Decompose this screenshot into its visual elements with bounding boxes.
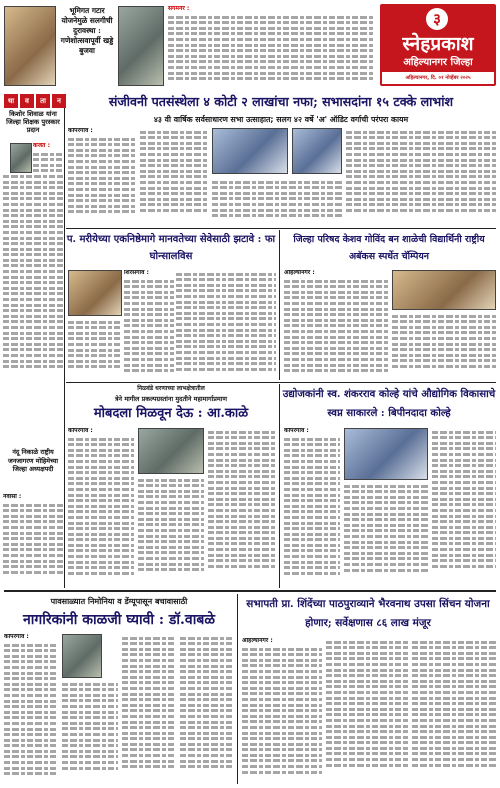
left-column-body — [3, 143, 63, 443]
logo-section: अहिल्यानगर जिल्हा — [403, 57, 473, 68]
masthead-date: अहिल्यानगर, दि. ०१ नोव्हेंबर २०२५ — [382, 72, 494, 84]
main-story-col-1: कोपरगाव : — [68, 128, 136, 224]
main-story-bottom-rule — [66, 228, 496, 229]
article-5-photo — [344, 428, 428, 480]
article-7-8-divider — [237, 594, 238, 784]
masthead-logo — [380, 4, 496, 86]
masthead-kicker: संगमनेर : — [168, 6, 190, 12]
article-5-headline: उद्योजकांनी स्व. शंकरराव कोल्हे यांचे औद्योगिक विकासाचे स्वप्न साकारले : बिपीनदादा कोल्हे — [282, 388, 496, 419]
article-8-col-3 — [412, 638, 496, 784]
article-7-kicker: कोपरगाव : — [4, 634, 29, 640]
article-2-3-divider — [279, 230, 280, 380]
article-4-kicker: कोपरगाव : — [68, 428, 93, 434]
article-7-col-2 — [62, 680, 118, 784]
article-2-col-3 — [176, 270, 226, 380]
red-tab-3: न — [52, 94, 66, 108]
main-story-col-2 — [140, 128, 208, 224]
article-5-col-1 — [284, 428, 340, 584]
left-column-title: किशोर शिवाळ यांना जिल्हा शिक्षक पुरस्कार प्रदान — [6, 110, 60, 134]
main-subheadline: ४३ वी वार्षिक सर्वसाधारण सभा उत्साहात; सलग ४२ वर्षे 'अ' ऑडिट वर्गाची परंपरा कायम — [153, 115, 409, 124]
main-story-photo — [212, 128, 288, 174]
red-tabs — [4, 94, 66, 108]
red-tab-2: ता — [36, 94, 50, 108]
article-8-col-2 — [326, 638, 408, 784]
main-story-col-3 — [212, 178, 342, 224]
article-4-col-3 — [208, 428, 276, 584]
article-3-headline: जिल्हा परिषद केशव गोविंद बन शाळेची विद्यार्थिनी राष्ट्रीय अबॅकस स्पर्धेत चॅम्पियन — [293, 234, 485, 262]
article-6-kicker: नेवासा : — [3, 494, 22, 500]
logo-number: ३ — [433, 10, 441, 28]
article-4-col-1 — [68, 428, 134, 584]
article-2-kicker: शिरसगाव : — [124, 270, 149, 276]
left-column-kicker: कर्जत : — [33, 143, 50, 149]
article-7-col-4 — [180, 634, 234, 784]
article-3-col-2 — [392, 312, 496, 380]
article-3-kicker: अहिल्यानगर : — [284, 270, 315, 276]
masthead-left-headline: भूमिगत गटार योजनेमुळे सलगीची दुरावस्था : गणेशोत्सवापूर्वी खड्डे बुजवा — [60, 6, 114, 55]
masthead-left-photo — [4, 6, 56, 86]
main-story-photo-2 — [292, 128, 342, 174]
article-8-kicker: अहिल्यानगर : — [242, 638, 273, 644]
article-2-col-4 — [228, 270, 276, 380]
article-6-title: नंदू निकाळे राष्ट्रीय जनजागरण मोहिमेच्या जिल्हा अध्यक्षपदी — [8, 448, 58, 474]
masthead-center-text — [168, 6, 374, 86]
article-3-photo — [392, 270, 496, 310]
article-8-headline: सभापती प्रा. शिंदेंच्या पाठपुराव्याने भैरवनाथ उपसा सिंचन योजना होणार; सर्वेक्षणास ८६ लाख मंजूर — [246, 598, 490, 629]
article-4-kicker-line: निळ्वंडे धरणाच्या लाभक्षेत्रातील — [137, 385, 205, 392]
masthead-center-photo — [118, 6, 164, 86]
red-tab-0: धा — [4, 94, 18, 108]
article-5-col-3 — [432, 428, 496, 584]
article-2-col-2 — [68, 318, 122, 380]
logo-name: स्नेहप्रकाश — [402, 33, 474, 55]
article-4-photo — [138, 428, 204, 474]
row-2-bottom-rule — [66, 382, 496, 383]
article-2-photo — [68, 270, 122, 316]
article-2-col-1 — [124, 270, 174, 380]
main-story-col-4 — [346, 128, 496, 224]
article-4-5-divider — [279, 384, 280, 588]
article-5-col-2 — [344, 482, 428, 584]
masthead — [0, 0, 500, 92]
article-6-body — [3, 494, 63, 586]
article-7-col-1 — [4, 634, 58, 784]
main-headline: संजीवनी पतसंस्थेला ४ कोटी २ लाखांचा नफा; सभासदांना १५ टक्के लाभांश — [108, 94, 454, 109]
article-2-headline: प. मरीयेच्या एकनिष्ठेमागे मानवतेच्या सेवेसाठी झटावे : फा घोन्सालविस — [66, 234, 276, 262]
logo-number-circle — [426, 8, 448, 30]
article-7-photo — [62, 634, 102, 678]
article-5-kicker: कोपरगाव : — [284, 428, 309, 434]
left-column-divider — [64, 108, 65, 588]
article-7-col-3 — [122, 634, 176, 784]
article-3-col-1 — [284, 270, 388, 380]
article-7-headline: पावसाळ्यात निमोनिया व डेंग्यूपासून बचावासाठी — [50, 596, 188, 606]
article-4-headline-big: मोबदला मिळवून देऊ : आ.काळे — [93, 406, 249, 421]
article-7-headline-big: नागरिकांनी काळजी घ्यावी : डॉ.वाबळे — [23, 612, 215, 628]
red-tab-1: व — [20, 94, 34, 108]
article-4-headline: त्रेने मागील प्रकल्पग्रस्तांना मुदतीने महामार्गाप्रमाण — [115, 395, 227, 403]
article-4-col-2 — [138, 476, 204, 584]
article-8-col-1 — [242, 638, 322, 784]
row-3-bottom-rule — [4, 590, 496, 592]
